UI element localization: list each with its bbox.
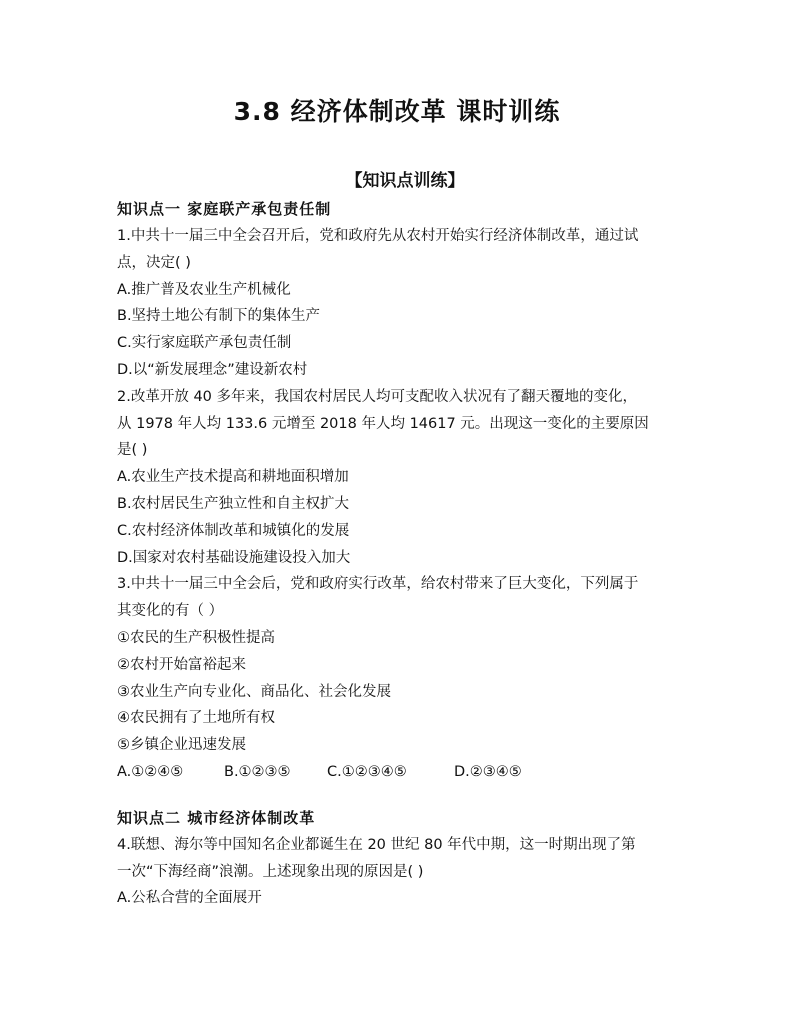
q3-choices [117, 759, 687, 786]
q2-stem-line-2: 从 1978 年人均 133.6 元增至 2018 年人均 14617 元。出现这一变化的主要原因 [117, 415, 649, 432]
q3-item-4: ④农民拥有了土地所有权 [117, 710, 275, 727]
q2-option-d: D.国家对农村基础设施建设投入加大 [117, 549, 351, 566]
q1-option-c: C.实行家庭联产承包责任制 [117, 335, 292, 352]
q3-choice-b: B.①②③⑤ [224, 763, 291, 780]
q2-option-c: C.农村经济体制改革和城镇化的发展 [117, 522, 350, 539]
q3-item-3: ③农业生产向专业化、商品化、社会化发展 [117, 683, 391, 700]
section-heading-1: 知识点一 家庭联产承包责任制 [117, 200, 332, 218]
q2-stem-line-3: 是( ) [117, 442, 148, 459]
q1-stem-line-1: 1.中共十一届三中全会召开后，党和政府先从农村开始实行经济体制改革，通过试 [117, 228, 639, 244]
page-title: 3.8 经济体制改革 课时训练 [233, 97, 561, 126]
q3-choice-a: A.①②④⑤ [117, 763, 184, 780]
q3-stem-line-1: 3.中共十一届三中全会后，党和政府实行改革，给农村带来了巨大变化，下列属于 [117, 576, 639, 593]
document-body [117, 196, 687, 912]
q3-item-1: ①农民的生产积极性提高 [117, 629, 275, 646]
q3-choice-c: C.①②③④⑤ [327, 763, 407, 780]
q3-stem-line-2: 其变化的有（ ） [117, 603, 224, 620]
q2-option-a: A.农业生产技术提高和耕地面积增加 [117, 469, 349, 486]
q2-stem-line-1: 2.改革开放 40 多年来，我国农村居民人均可支配收入状况有了翻天覆地的变化， [117, 388, 638, 405]
q1-option-b: B.坚持土地公有制下的集体生产 [117, 308, 321, 325]
q3-item-5: ⑤乡镇企业迅速发展 [117, 737, 246, 754]
q3-choice-d: D.②③④⑤ [454, 763, 522, 780]
q1-stem-line-2: 点，决定( ) [117, 254, 191, 271]
q4-stem-line-2: 一次“下海经商”浪潮。上述现象出现的原因是( ) [117, 863, 424, 880]
section-gap [117, 786, 687, 805]
section-heading-2: 知识点二 城市经济体制改革 [117, 808, 316, 827]
q1-option-d: D.以“新发展理念”建设新农村 [117, 361, 308, 378]
q3-item-2: ②农村开始富裕起来 [117, 656, 246, 673]
q2-option-b: B.农村居民生产独立性和自主权扩大 [117, 495, 350, 512]
q4-stem-line-1: 4.联想、海尔等中国知名企业都诞生在 20 世纪 80 年代中期，这一时期出现了第 [117, 836, 636, 853]
q4-option-a: A.公私合营的全面展开 [117, 890, 262, 907]
q1-option-a: A.推广普及农业生产机械化 [117, 281, 291, 298]
page-subtitle: 【知识点训练】 [345, 171, 465, 191]
